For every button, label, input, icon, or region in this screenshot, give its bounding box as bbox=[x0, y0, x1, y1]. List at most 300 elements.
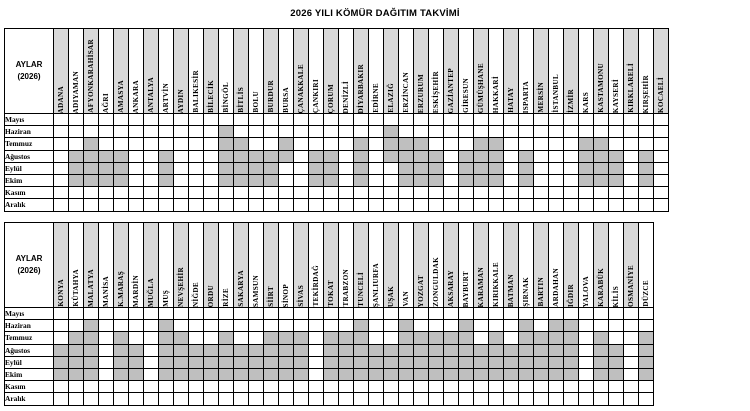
schedule-cell-empty bbox=[459, 308, 474, 320]
schedule-cell-filled bbox=[474, 138, 489, 150]
table-row bbox=[5, 332, 654, 344]
schedule-cell-filled bbox=[204, 356, 219, 368]
schedule-cell-empty bbox=[534, 320, 549, 332]
province-header bbox=[219, 223, 234, 308]
province-name: NİĞDE bbox=[192, 281, 200, 307]
schedule-cell-empty bbox=[579, 344, 594, 356]
schedule-cell-empty bbox=[99, 344, 114, 356]
table-row bbox=[5, 114, 669, 126]
schedule-cell-filled bbox=[204, 368, 219, 380]
schedule-cell-empty bbox=[144, 320, 159, 332]
province-header bbox=[234, 29, 249, 114]
schedule-cell-empty bbox=[144, 150, 159, 162]
province-name: DENİZLİ bbox=[342, 80, 350, 113]
schedule-cell-empty bbox=[519, 126, 534, 138]
schedule-cell-filled bbox=[234, 368, 249, 380]
schedule-cell-empty bbox=[369, 138, 384, 150]
schedule-cell-empty bbox=[219, 187, 234, 199]
schedule-cell-filled bbox=[174, 368, 189, 380]
province-header bbox=[459, 223, 474, 308]
schedule-cell-filled bbox=[309, 162, 324, 174]
schedule-cell-filled bbox=[204, 344, 219, 356]
province-header bbox=[624, 29, 639, 114]
schedule-cell-filled bbox=[84, 150, 99, 162]
schedule-cell-filled bbox=[159, 368, 174, 380]
schedule-cell-empty bbox=[624, 381, 639, 393]
month-label: Temmuz bbox=[5, 332, 54, 344]
schedule-cell-empty bbox=[69, 320, 84, 332]
schedule-cell-filled bbox=[309, 174, 324, 186]
schedule-cell-empty bbox=[624, 126, 639, 138]
schedule-cell-empty bbox=[579, 126, 594, 138]
schedule-cell-empty bbox=[549, 199, 564, 211]
schedule-cell-empty bbox=[309, 308, 324, 320]
province-header bbox=[639, 223, 654, 308]
schedule-cell-empty bbox=[639, 320, 654, 332]
schedule-cell-filled bbox=[159, 320, 174, 332]
schedule-cell-empty bbox=[84, 126, 99, 138]
table-row bbox=[5, 344, 654, 356]
schedule-cell-filled bbox=[639, 162, 654, 174]
schedule-cell-empty bbox=[534, 187, 549, 199]
schedule-cell-empty bbox=[129, 114, 144, 126]
schedule-cell-filled bbox=[339, 344, 354, 356]
schedule-cell-empty bbox=[204, 320, 219, 332]
schedule-cell-filled bbox=[609, 344, 624, 356]
schedule-cell-empty bbox=[579, 320, 594, 332]
province-name: EDİRNE bbox=[372, 83, 380, 113]
schedule-cell-filled bbox=[609, 368, 624, 380]
schedule-cell-empty bbox=[534, 114, 549, 126]
schedule-cell-empty bbox=[234, 308, 249, 320]
schedule-cell-filled bbox=[114, 150, 129, 162]
table-row bbox=[5, 150, 669, 162]
schedule-cell-empty bbox=[399, 393, 414, 405]
province-name: VAN bbox=[402, 291, 410, 307]
province-header bbox=[609, 29, 624, 114]
schedule-cell-empty bbox=[204, 393, 219, 405]
schedule-cell-filled bbox=[234, 150, 249, 162]
schedule-cell-empty bbox=[339, 308, 354, 320]
schedule-cell-empty bbox=[99, 356, 114, 368]
schedule-cell-filled bbox=[519, 344, 534, 356]
schedule-cell-empty bbox=[204, 138, 219, 150]
schedule-cell-empty bbox=[99, 199, 114, 211]
schedule-cell-empty bbox=[399, 308, 414, 320]
schedule-cell-empty bbox=[309, 138, 324, 150]
schedule-cell-empty bbox=[144, 393, 159, 405]
province-name: ÇANKIRI bbox=[312, 78, 320, 113]
province-name: BİTLİS bbox=[237, 87, 245, 113]
schedule-cell-empty bbox=[69, 138, 84, 150]
schedule-cell-filled bbox=[609, 174, 624, 186]
schedule-cell-empty bbox=[174, 308, 189, 320]
schedule-cell-filled bbox=[564, 356, 579, 368]
schedule-cell-empty bbox=[474, 308, 489, 320]
province-name: ISPARTA bbox=[522, 80, 530, 113]
schedule-cell-filled bbox=[189, 344, 204, 356]
table-row bbox=[5, 368, 654, 380]
schedule-cell-empty bbox=[534, 381, 549, 393]
schedule-cell-empty bbox=[504, 138, 519, 150]
schedule-cell-empty bbox=[474, 332, 489, 344]
schedule-cell-empty bbox=[114, 320, 129, 332]
schedule-cell-empty bbox=[549, 174, 564, 186]
schedule-cell-empty bbox=[189, 174, 204, 186]
schedule-cell-empty bbox=[534, 162, 549, 174]
schedule-cell-empty bbox=[54, 308, 69, 320]
schedule-cell-empty bbox=[519, 138, 534, 150]
schedule-cell-empty bbox=[609, 126, 624, 138]
province-name: ANKARA bbox=[132, 79, 140, 113]
schedule-cell-filled bbox=[129, 368, 144, 380]
province-name: DİYARBAKIR bbox=[357, 63, 365, 113]
province-name: BATMAN bbox=[507, 273, 515, 307]
province-name: BİLECİK bbox=[207, 80, 215, 113]
schedule-cell-filled bbox=[114, 344, 129, 356]
schedule-cell-empty bbox=[504, 320, 519, 332]
corner-header-line2: (2026) bbox=[17, 266, 41, 275]
schedule-cell-empty bbox=[114, 381, 129, 393]
schedule-cell-empty bbox=[144, 332, 159, 344]
schedule-cell-empty bbox=[534, 199, 549, 211]
schedule-cell-filled bbox=[69, 344, 84, 356]
schedule-cell-empty bbox=[639, 308, 654, 320]
schedule-cell-empty bbox=[204, 332, 219, 344]
schedule-cell-empty bbox=[534, 308, 549, 320]
schedule-cell-filled bbox=[219, 356, 234, 368]
province-name: SİNOP bbox=[282, 283, 290, 307]
province-name: SİİRT bbox=[267, 286, 275, 307]
schedule-cell-filled bbox=[294, 356, 309, 368]
province-header bbox=[609, 223, 624, 308]
schedule-cell-empty bbox=[429, 381, 444, 393]
province-name: KONYA bbox=[57, 279, 65, 307]
schedule-cell-filled bbox=[219, 138, 234, 150]
schedule-cell-empty bbox=[459, 126, 474, 138]
schedule-cell-empty bbox=[564, 138, 579, 150]
schedule-cell-empty bbox=[549, 150, 564, 162]
schedule-cell-empty bbox=[519, 199, 534, 211]
schedule-cell-empty bbox=[129, 174, 144, 186]
schedule-cell-empty bbox=[294, 381, 309, 393]
schedule-cell-empty bbox=[564, 150, 579, 162]
month-label: Kasım bbox=[5, 381, 54, 393]
schedule-cell-filled bbox=[459, 174, 474, 186]
schedule-cell-empty bbox=[69, 308, 84, 320]
schedule-cell-empty bbox=[444, 199, 459, 211]
schedule-cell-filled bbox=[384, 150, 399, 162]
schedule-cell-empty bbox=[294, 150, 309, 162]
schedule-cell-empty bbox=[579, 199, 594, 211]
month-label: Eylül bbox=[5, 162, 54, 174]
schedule-cell-filled bbox=[639, 332, 654, 344]
table-row bbox=[5, 126, 669, 138]
schedule-cell-empty bbox=[99, 138, 114, 150]
schedule-cell-empty bbox=[234, 332, 249, 344]
month-label: Kasım bbox=[5, 187, 54, 199]
province-header bbox=[54, 223, 69, 308]
schedule-cell-filled bbox=[504, 368, 519, 380]
schedule-cell-empty bbox=[264, 381, 279, 393]
corner-header-line2: (2026) bbox=[17, 72, 41, 81]
schedule-cell-empty bbox=[609, 187, 624, 199]
corner-header bbox=[5, 29, 54, 114]
schedule-cell-empty bbox=[444, 114, 459, 126]
province-name: IĞDIR bbox=[567, 283, 575, 307]
schedule-cell-filled bbox=[459, 356, 474, 368]
schedule-cell-filled bbox=[69, 356, 84, 368]
province-name: BAYBURT bbox=[462, 270, 470, 307]
schedule-cell-empty bbox=[264, 126, 279, 138]
schedule-cell-empty bbox=[459, 114, 474, 126]
province-header bbox=[309, 223, 324, 308]
schedule-cell-empty bbox=[249, 187, 264, 199]
province-header bbox=[84, 29, 99, 114]
schedule-cell-empty bbox=[429, 308, 444, 320]
schedule-cell-empty bbox=[114, 114, 129, 126]
schedule-cell-empty bbox=[294, 199, 309, 211]
schedule-cell-empty bbox=[249, 308, 264, 320]
schedule-cell-empty bbox=[324, 381, 339, 393]
schedule-cell-empty bbox=[189, 114, 204, 126]
province-header bbox=[309, 29, 324, 114]
province-header bbox=[474, 29, 489, 114]
schedule-cell-empty bbox=[564, 162, 579, 174]
schedule-cell-filled bbox=[279, 138, 294, 150]
schedule-cell-empty bbox=[174, 150, 189, 162]
schedule-cell-filled bbox=[429, 368, 444, 380]
schedule-cell-filled bbox=[594, 162, 609, 174]
schedule-cell-empty bbox=[144, 368, 159, 380]
province-name: ARDAHAN bbox=[552, 268, 560, 307]
schedule-cell-filled bbox=[294, 368, 309, 380]
province-name: KARABÜK bbox=[597, 268, 605, 307]
schedule-cell-empty bbox=[444, 138, 459, 150]
schedule-cell-filled bbox=[279, 332, 294, 344]
schedule-cell-empty bbox=[114, 126, 129, 138]
schedule-cell-filled bbox=[564, 332, 579, 344]
schedule-cell-empty bbox=[339, 162, 354, 174]
schedule-cell-empty bbox=[429, 199, 444, 211]
province-header bbox=[414, 29, 429, 114]
schedule-cell-empty bbox=[594, 199, 609, 211]
schedule-cell-empty bbox=[504, 150, 519, 162]
schedule-cell-empty bbox=[324, 114, 339, 126]
schedule-cell-filled bbox=[414, 162, 429, 174]
schedule-cell-filled bbox=[549, 332, 564, 344]
province-name: AMASYA bbox=[117, 80, 125, 113]
province-name: MANİSA bbox=[102, 276, 110, 307]
province-name: KIRŞEHİR bbox=[642, 74, 650, 113]
schedule-cell-empty bbox=[399, 114, 414, 126]
schedule-cell-filled bbox=[84, 368, 99, 380]
schedule-cell-empty bbox=[654, 126, 669, 138]
province-header bbox=[159, 223, 174, 308]
schedule-cell-filled bbox=[294, 344, 309, 356]
schedule-cell-empty bbox=[189, 138, 204, 150]
schedule-cell-filled bbox=[189, 368, 204, 380]
schedule-cell-filled bbox=[264, 368, 279, 380]
province-header bbox=[54, 29, 69, 114]
province-name: ÇORUM bbox=[327, 83, 335, 113]
schedule-cell-empty bbox=[189, 393, 204, 405]
schedule-cell-empty bbox=[204, 308, 219, 320]
schedule-cell-empty bbox=[549, 381, 564, 393]
schedule-cell-filled bbox=[489, 344, 504, 356]
province-header bbox=[174, 223, 189, 308]
schedule-cell-filled bbox=[219, 150, 234, 162]
schedule-cell-empty bbox=[309, 320, 324, 332]
page-title: 2026 YILI KÖMÜR DAĞITIM TAKVİMİ bbox=[290, 8, 460, 19]
schedule-cell-empty bbox=[654, 187, 669, 199]
schedule-cell-empty bbox=[84, 114, 99, 126]
schedule-cell-empty bbox=[429, 138, 444, 150]
province-name: RİZE bbox=[222, 288, 230, 307]
schedule-cell-empty bbox=[204, 114, 219, 126]
schedule-cell-empty bbox=[204, 381, 219, 393]
schedule-cell-empty bbox=[399, 187, 414, 199]
schedule-cell-empty bbox=[519, 393, 534, 405]
schedule-cell-empty bbox=[624, 368, 639, 380]
schedule-cell-empty bbox=[654, 199, 669, 211]
province-header bbox=[639, 29, 654, 114]
province-header bbox=[429, 29, 444, 114]
province-header bbox=[369, 223, 384, 308]
schedule-cell-empty bbox=[174, 138, 189, 150]
schedule-cell-filled bbox=[219, 174, 234, 186]
schedule-cell-empty bbox=[264, 308, 279, 320]
month-label: Ağustos bbox=[5, 344, 54, 356]
province-header bbox=[294, 29, 309, 114]
schedule-cell-empty bbox=[279, 393, 294, 405]
schedule-cell-empty bbox=[579, 368, 594, 380]
schedule-cell-empty bbox=[249, 393, 264, 405]
province-name: MERSİN bbox=[537, 82, 545, 113]
schedule-cell-empty bbox=[654, 138, 669, 150]
schedule-cell-filled bbox=[609, 356, 624, 368]
schedule-cell-empty bbox=[69, 114, 84, 126]
province-name: KİLİS bbox=[612, 285, 620, 307]
province-name: BURDUR bbox=[267, 80, 275, 113]
schedule-cell-filled bbox=[444, 356, 459, 368]
schedule-cell-empty bbox=[309, 332, 324, 344]
schedule-cell-empty bbox=[234, 381, 249, 393]
province-header bbox=[504, 223, 519, 308]
schedule-cell-empty bbox=[204, 187, 219, 199]
province-name: HAKKARİ bbox=[492, 75, 500, 113]
province-header bbox=[489, 223, 504, 308]
province-name: ERZİNCAN bbox=[402, 72, 410, 113]
schedule-cell-empty bbox=[504, 187, 519, 199]
schedule-cell-empty bbox=[174, 126, 189, 138]
schedule-cell-empty bbox=[189, 308, 204, 320]
province-header bbox=[339, 29, 354, 114]
province-header bbox=[519, 223, 534, 308]
schedule-cell-filled bbox=[474, 150, 489, 162]
schedule-cell-empty bbox=[54, 138, 69, 150]
schedule-cell-empty bbox=[384, 381, 399, 393]
schedule-cell-filled bbox=[84, 332, 99, 344]
schedule-cell-empty bbox=[54, 381, 69, 393]
schedule-cell-empty bbox=[609, 393, 624, 405]
schedule-cell-empty bbox=[369, 162, 384, 174]
month-label: Aralık bbox=[5, 199, 54, 211]
schedule-cell-filled bbox=[54, 368, 69, 380]
schedule-cell-empty bbox=[339, 150, 354, 162]
schedule-cell-empty bbox=[129, 150, 144, 162]
schedule-cell-empty bbox=[429, 114, 444, 126]
schedule-cell-empty bbox=[609, 199, 624, 211]
schedule-cell-empty bbox=[144, 381, 159, 393]
schedule-cell-empty bbox=[114, 187, 129, 199]
schedule-cell-empty bbox=[99, 187, 114, 199]
province-header bbox=[339, 223, 354, 308]
schedule-cell-empty bbox=[384, 114, 399, 126]
month-label: Temmuz bbox=[5, 138, 54, 150]
schedule-cell-empty bbox=[384, 162, 399, 174]
schedule-cell-empty bbox=[249, 381, 264, 393]
province-name: KIRKLARELİ bbox=[627, 63, 635, 113]
schedule-cell-filled bbox=[594, 174, 609, 186]
schedule-cell-filled bbox=[489, 174, 504, 186]
schedule-cell-filled bbox=[84, 356, 99, 368]
schedule-cell-empty bbox=[144, 138, 159, 150]
month-label: Eylül bbox=[5, 356, 54, 368]
schedule-cell-empty bbox=[339, 174, 354, 186]
schedule-cell-empty bbox=[564, 199, 579, 211]
schedule-cell-filled bbox=[519, 320, 534, 332]
schedule-cell-empty bbox=[654, 162, 669, 174]
province-header bbox=[189, 223, 204, 308]
schedule-cell-filled bbox=[159, 150, 174, 162]
schedule-cell-filled bbox=[519, 356, 534, 368]
schedule-cell-empty bbox=[114, 393, 129, 405]
province-name: ANTALYA bbox=[147, 77, 155, 113]
province-name: TRABZON bbox=[342, 269, 350, 307]
schedule-cell-empty bbox=[459, 138, 474, 150]
province-name: YOZGAT bbox=[417, 274, 425, 307]
schedule-cell-filled bbox=[159, 332, 174, 344]
province-header bbox=[84, 223, 99, 308]
schedule-cell-filled bbox=[489, 150, 504, 162]
schedule-cell-empty bbox=[54, 187, 69, 199]
schedule-cell-filled bbox=[549, 356, 564, 368]
province-name: ARTVİN bbox=[162, 83, 170, 113]
schedule-cell-empty bbox=[189, 187, 204, 199]
schedule-cell-empty bbox=[414, 381, 429, 393]
province-header bbox=[564, 29, 579, 114]
table-row bbox=[5, 138, 669, 150]
table-row bbox=[5, 356, 654, 368]
schedule-cell-filled bbox=[84, 162, 99, 174]
schedule-cell-empty bbox=[279, 162, 294, 174]
province-header bbox=[579, 223, 594, 308]
schedule-cell-empty bbox=[549, 393, 564, 405]
schedule-cell-empty bbox=[354, 187, 369, 199]
schedule-cell-filled bbox=[564, 344, 579, 356]
province-name: KIRIKKALE bbox=[492, 261, 500, 307]
schedule-cell-empty bbox=[189, 199, 204, 211]
schedule-cell-empty bbox=[279, 320, 294, 332]
schedule-cell-empty bbox=[339, 199, 354, 211]
schedule-cell-filled bbox=[219, 344, 234, 356]
schedule-cell-empty bbox=[459, 187, 474, 199]
schedule-cell-filled bbox=[309, 150, 324, 162]
schedule-cell-filled bbox=[354, 138, 369, 150]
schedule-cell-filled bbox=[69, 332, 84, 344]
schedule-cell-filled bbox=[324, 332, 339, 344]
